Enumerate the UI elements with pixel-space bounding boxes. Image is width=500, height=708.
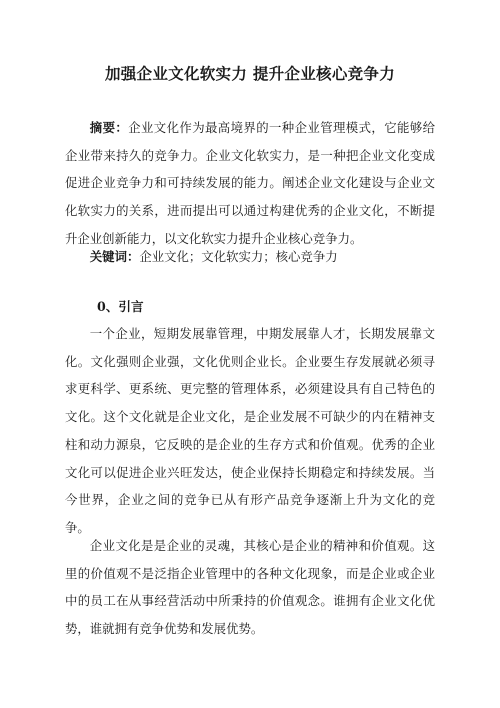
abstract-text: 企业文化作为最高境界的一种企业管理模式，它能够给企业带来持久的竞争力。企业文化软实力，是一种把企业文化变成促进企业竞争力和可持续发展的能力。阐述企业文化建设与企业文化软实力的关系，进而提出可以通过构建优秀的企业文化，不断提升企业创新能力，以文化软实力提升企业核心竞争力。 <box>65 120 436 246</box>
body-paragraph-2: 企业文化是是企业的灵魂，其核心是企业的精神和价值观。这里的价值观不是泛指企业管理中的各种文化现象，而是企业或企业中的员工在从事经营活动中所秉持的价值观念。谁拥有企业文化优势，谁就拥有竞争优势和发展优势。 <box>65 538 435 637</box>
body-paragraph-1: 一个企业，短期发展靠管理，中期发展靠人才，长期发展靠文化。文化强则企业强，文化优则企业长。企业要生存发展就必须寻求更科学、更系统、更完整的管理体系，必须建设具有自己特色的文化。这个文化就是企业文化，是企业发展不可缺少的内在精神支柱和动力源泉，它反映的是企业的生存方式和价值观。优秀的企业文化可以促进企业兴旺发达，使企业保持长期稳定和持续发展。当今世界，企业之间的竞争已从有形产品竞争逐渐上升为文化的竞争。 <box>65 326 435 535</box>
keywords-label: 关键词： <box>89 249 140 264</box>
keywords-paragraph <box>65 243 435 271</box>
abstract-label: 摘要： <box>89 120 129 135</box>
keywords-text: 企业文化；文化软实力；核心竞争力 <box>139 249 338 264</box>
section-heading: 0、引言 <box>97 299 144 314</box>
paper-title: 加强企业文化软实力 提升企业核心竞争力 <box>104 65 396 83</box>
abstract-paragraph <box>65 114 435 253</box>
